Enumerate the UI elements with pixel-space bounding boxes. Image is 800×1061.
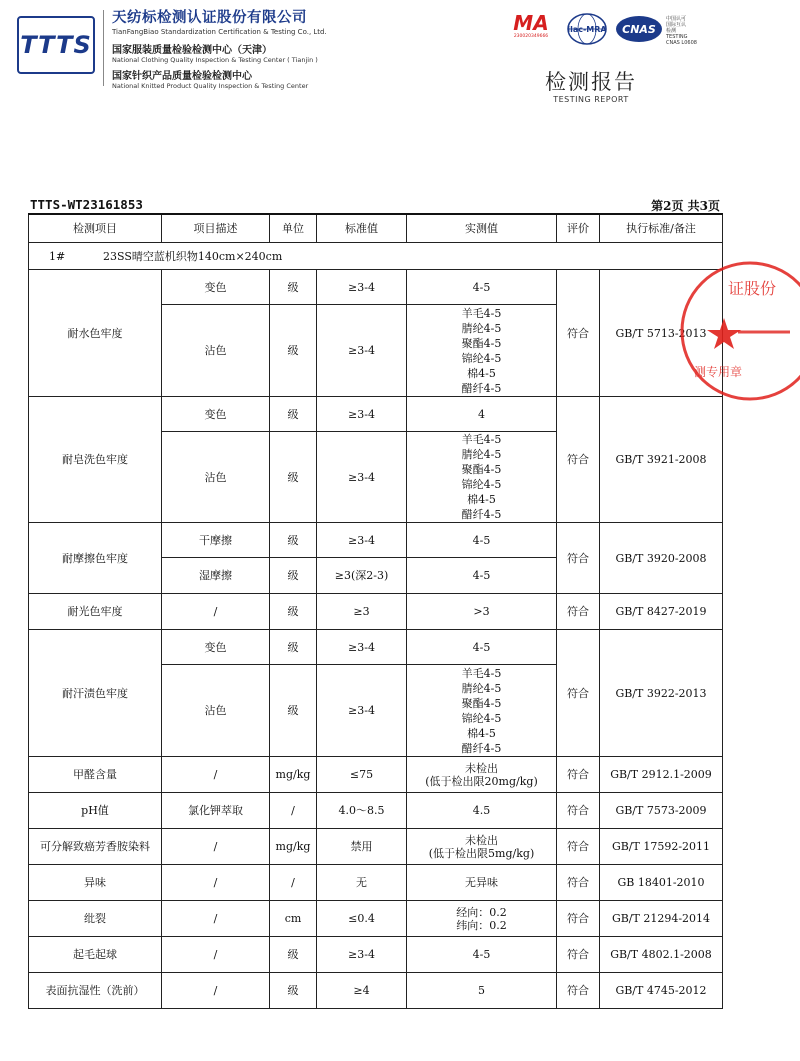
item-cell: 表面抗湿性（洗前） bbox=[29, 973, 162, 1009]
table-row bbox=[29, 397, 723, 432]
std-cell: ≥3 bbox=[317, 594, 407, 630]
unit-cell: 级 bbox=[270, 594, 317, 630]
stain-value: 羊毛4-5 bbox=[461, 433, 502, 446]
cnas-caption-line: CNAS L0608 bbox=[666, 40, 697, 46]
unit-cell: 级 bbox=[270, 630, 317, 665]
stain-value: 醋纤4-5 bbox=[461, 508, 502, 521]
desc-cell: / bbox=[162, 901, 270, 937]
std-cell: ≥3-4 bbox=[317, 937, 407, 973]
standard-cell: GB 18401-2010 bbox=[600, 865, 723, 901]
item-cell: 纰裂 bbox=[29, 901, 162, 937]
cma-mark bbox=[508, 12, 554, 42]
value-cell-multi bbox=[407, 665, 557, 757]
standard-cell: GB/T 21294-2014 bbox=[600, 901, 723, 937]
stain-value: 棉4-5 bbox=[467, 366, 496, 380]
cma-mark-number: 230020349666 bbox=[513, 34, 549, 39]
cnas-caption-line: 检测 bbox=[666, 28, 677, 34]
ilac-mra-icon bbox=[566, 12, 608, 46]
value-cell-multi bbox=[407, 305, 557, 397]
report-title-en: TESTING REPORT bbox=[553, 95, 629, 104]
desc-cell: 沾色 bbox=[162, 432, 270, 523]
col-header-unit: 单位 bbox=[270, 214, 317, 243]
value-cell bbox=[407, 829, 557, 865]
cnas-mark-text: CNAS bbox=[622, 23, 656, 36]
report-number: TTTS-WT23161853 bbox=[30, 197, 143, 212]
value-line: (低于检出限5mg/kg) bbox=[428, 846, 535, 860]
unit-cell: 级 bbox=[270, 937, 317, 973]
cma-mark-text: MA bbox=[513, 11, 549, 35]
table-row bbox=[29, 973, 723, 1009]
table-row bbox=[29, 829, 723, 865]
std-cell: ≥3-4 bbox=[317, 270, 407, 305]
desc-cell: 沾色 bbox=[162, 305, 270, 397]
stain-value: 聚酯4-5 bbox=[461, 696, 502, 710]
desc-cell: 沾色 bbox=[162, 665, 270, 757]
sample-cell bbox=[29, 243, 723, 270]
unit-cell: mg/kg bbox=[270, 757, 317, 793]
sample-name: 23SS晴空蓝机织物140cm×240cm bbox=[103, 249, 283, 263]
col-header-evaluation: 评价 bbox=[557, 214, 600, 243]
std-cell: ≤0.4 bbox=[317, 901, 407, 937]
eval-cell: 符合 bbox=[557, 270, 600, 397]
value-line: 未检出 bbox=[465, 761, 498, 775]
std-cell: ≥3-4 bbox=[317, 630, 407, 665]
value-cell: 4-5 bbox=[407, 630, 557, 665]
standard-cell: GB/T 4802.1-2008 bbox=[600, 937, 723, 973]
std-cell: ≥3-4 bbox=[317, 523, 407, 558]
std-cell: ≤75 bbox=[317, 757, 407, 793]
center2-name-cn: 国家针织产品质量检验检测中心 bbox=[112, 71, 252, 82]
stain-value: 锦纶4-5 bbox=[461, 351, 502, 365]
unit-cell: 级 bbox=[270, 305, 317, 397]
value-line: 经向：0.2 bbox=[456, 905, 507, 919]
company-info bbox=[112, 6, 327, 90]
table-row bbox=[29, 937, 723, 973]
standard-cell: GB/T 4745-2012 bbox=[600, 973, 723, 1009]
desc-cell: 变色 bbox=[162, 397, 270, 432]
seal-text-top: 证股份 bbox=[728, 279, 777, 298]
page-number: 第2页 共3页 bbox=[651, 199, 720, 213]
value-cell bbox=[407, 901, 557, 937]
eval-cell: 符合 bbox=[557, 594, 600, 630]
std-cell: ≥3-4 bbox=[317, 305, 407, 397]
unit-cell: 级 bbox=[270, 523, 317, 558]
unit-cell: / bbox=[270, 793, 317, 829]
cnas-caption-line: TESTING bbox=[666, 34, 688, 40]
table-row bbox=[29, 901, 723, 937]
desc-cell: / bbox=[162, 973, 270, 1009]
unit-cell: 级 bbox=[270, 558, 317, 594]
desc-cell: 湿摩擦 bbox=[162, 558, 270, 594]
item-cell: 耐光色牢度 bbox=[29, 594, 162, 630]
company-logo: TTTS bbox=[17, 16, 95, 74]
report-header bbox=[0, 0, 750, 120]
desc-cell: 变色 bbox=[162, 270, 270, 305]
cnas-caption-line: 国际互认 bbox=[666, 22, 687, 28]
desc-cell: 变色 bbox=[162, 630, 270, 665]
stain-value: 醋纤4-5 bbox=[461, 381, 502, 395]
desc-cell: / bbox=[162, 757, 270, 793]
standard-cell: GB/T 17592-2011 bbox=[600, 829, 723, 865]
value-cell: 无异味 bbox=[407, 865, 557, 901]
desc-cell: / bbox=[162, 829, 270, 865]
std-cell: ≥3-4 bbox=[317, 397, 407, 432]
center1-name-cn: 国家服装质量检验检测中心（天津） bbox=[112, 45, 272, 56]
item-cell: 耐汗渍色牢度 bbox=[29, 630, 162, 757]
table-row bbox=[29, 630, 723, 665]
center1-name-en: National Clothing Quality Inspection & Testing Center ( Tianjin ) bbox=[112, 56, 318, 64]
value-cell: 5 bbox=[407, 973, 557, 1009]
stain-value: 聚酯4-5 bbox=[461, 463, 502, 476]
stain-value: 聚酯4-5 bbox=[461, 336, 502, 350]
report-title-cn: 检测报告 bbox=[545, 70, 637, 94]
unit-cell: 级 bbox=[270, 432, 317, 523]
stain-value: 腈纶4-5 bbox=[461, 448, 502, 461]
item-cell: pH值 bbox=[29, 793, 162, 829]
table-header-row bbox=[29, 214, 723, 243]
eval-cell: 符合 bbox=[557, 973, 600, 1009]
value-line: 纬向：0.2 bbox=[456, 918, 507, 932]
eval-cell: 符合 bbox=[557, 901, 600, 937]
col-header-measured: 实测值 bbox=[407, 214, 557, 243]
col-header-standard: 执行标准/备注 bbox=[600, 214, 723, 243]
unit-cell: 级 bbox=[270, 397, 317, 432]
eval-cell: 符合 bbox=[557, 523, 600, 594]
table-row bbox=[29, 270, 723, 305]
value-line: (低于检出限20mg/kg) bbox=[425, 774, 538, 788]
std-cell: 4.0～8.5 bbox=[317, 793, 407, 829]
item-cell: 耐水色牢度 bbox=[29, 270, 162, 397]
stain-value: 羊毛4-5 bbox=[461, 666, 502, 680]
standard-cell: GB/T 3921-2008 bbox=[600, 397, 723, 523]
unit-cell: mg/kg bbox=[270, 829, 317, 865]
standard-cell: GB/T 7573-2009 bbox=[600, 793, 723, 829]
unit-cell: cm bbox=[270, 901, 317, 937]
sample-number: 1# bbox=[49, 249, 66, 263]
standard-cell: GB/T 8427-2019 bbox=[600, 594, 723, 630]
unit-cell: 级 bbox=[270, 665, 317, 757]
unit-cell: 级 bbox=[270, 270, 317, 305]
company-name-cn: 天纺标检测认证股份有限公司 bbox=[112, 10, 307, 26]
accreditation-marks bbox=[508, 12, 708, 48]
value-cell: 4-5 bbox=[407, 523, 557, 558]
item-cell: 耐皂洗色牢度 bbox=[29, 397, 162, 523]
item-cell: 起毛起球 bbox=[29, 937, 162, 973]
stain-value: 羊毛4-5 bbox=[461, 306, 502, 320]
table-row bbox=[29, 594, 723, 630]
std-cell: ≥3-4 bbox=[317, 432, 407, 523]
company-name-en: TianFangBiao Standardization Certification & Testing Co., Ltd. bbox=[112, 28, 327, 36]
standard-cell: GB/T 2912.1-2009 bbox=[600, 757, 723, 793]
std-cell: 禁用 bbox=[317, 829, 407, 865]
ilac-mark-text: ilac-MRA bbox=[567, 25, 607, 34]
col-header-desc: 项目描述 bbox=[162, 214, 270, 243]
stain-value: 锦纶4-5 bbox=[461, 478, 502, 491]
eval-cell: 符合 bbox=[557, 937, 600, 973]
item-cell: 异味 bbox=[29, 865, 162, 901]
stain-value: 锦纶4-5 bbox=[461, 711, 502, 725]
col-header-standard-value: 标准值 bbox=[317, 214, 407, 243]
eval-cell: 符合 bbox=[557, 630, 600, 757]
report-title bbox=[536, 66, 646, 104]
eval-cell: 符合 bbox=[557, 397, 600, 523]
desc-cell: / bbox=[162, 937, 270, 973]
std-cell: ≥3(深2-3) bbox=[317, 558, 407, 594]
header-divider bbox=[103, 10, 104, 86]
desc-cell: 氯化钾萃取 bbox=[162, 793, 270, 829]
value-cell: 4 bbox=[407, 397, 557, 432]
std-cell: ≥4 bbox=[317, 973, 407, 1009]
stain-value: 腈纶4-5 bbox=[461, 321, 502, 335]
unit-cell: 级 bbox=[270, 973, 317, 1009]
table-row bbox=[29, 523, 723, 558]
stain-value: 棉4-5 bbox=[467, 493, 496, 506]
stain-value: 醋纤4-5 bbox=[461, 741, 502, 755]
standard-cell: GB/T 5713-2013 bbox=[600, 270, 723, 397]
sample-row bbox=[29, 243, 723, 270]
table-row bbox=[29, 757, 723, 793]
item-cell: 可分解致癌芳香胺染料 bbox=[29, 829, 162, 865]
center2-name-en: National Knitted Product Quality Inspection & Testing Center bbox=[112, 82, 309, 90]
item-cell: 甲醛含量 bbox=[29, 757, 162, 793]
cnas-icon bbox=[614, 14, 664, 44]
std-cell: 无 bbox=[317, 865, 407, 901]
value-cell: 4-5 bbox=[407, 937, 557, 973]
standard-cell: GB/T 3922-2013 bbox=[600, 630, 723, 757]
value-cell bbox=[407, 757, 557, 793]
value-line: 未检出 bbox=[465, 833, 498, 847]
eval-cell: 符合 bbox=[557, 793, 600, 829]
value-cell: 4-5 bbox=[407, 270, 557, 305]
desc-cell: / bbox=[162, 594, 270, 630]
value-cell-multi bbox=[407, 432, 557, 523]
value-cell: 4-5 bbox=[407, 558, 557, 594]
desc-cell: 干摩擦 bbox=[162, 523, 270, 558]
col-header-item: 检测项目 bbox=[29, 214, 162, 243]
table-row bbox=[29, 793, 723, 829]
standard-cell: GB/T 3920-2008 bbox=[600, 523, 723, 594]
table-row bbox=[29, 865, 723, 901]
desc-cell: / bbox=[162, 865, 270, 901]
std-cell: ≥3-4 bbox=[317, 665, 407, 757]
seal-text-bottom: 测专用章 bbox=[694, 365, 743, 379]
value-cell: >3 bbox=[407, 594, 557, 630]
eval-cell: 符合 bbox=[557, 829, 600, 865]
stain-value: 腈纶4-5 bbox=[461, 681, 502, 695]
cnas-caption bbox=[666, 16, 697, 46]
stain-value: 棉4-5 bbox=[467, 726, 496, 740]
eval-cell: 符合 bbox=[557, 865, 600, 901]
eval-cell: 符合 bbox=[557, 757, 600, 793]
cnas-caption-line: 中国认可 bbox=[666, 16, 687, 22]
results-table bbox=[28, 213, 723, 1009]
item-cell: 耐摩擦色牢度 bbox=[29, 523, 162, 594]
unit-cell: / bbox=[270, 865, 317, 901]
value-cell: 4.5 bbox=[407, 793, 557, 829]
